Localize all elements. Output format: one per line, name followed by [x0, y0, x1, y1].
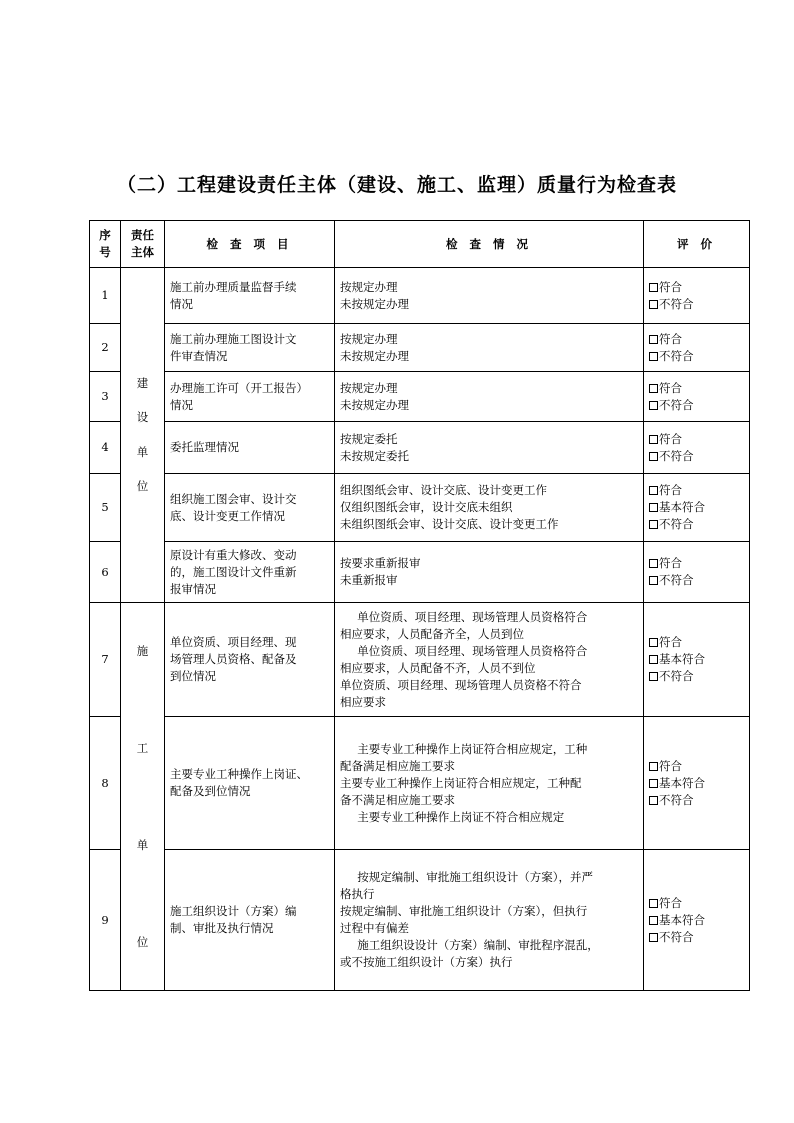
check-item	[165, 717, 335, 850]
checkbox-icon[interactable]	[649, 796, 658, 805]
check-item-line: 原设计有重大修改、变动	[170, 547, 297, 562]
evaluation	[644, 717, 750, 850]
evaluation-option-label: 不符合	[659, 669, 694, 683]
check-item-line: 到位情况	[170, 669, 216, 683]
subject-char: 单	[136, 444, 149, 459]
checkbox-icon[interactable]	[649, 283, 658, 292]
checkbox-icon[interactable]	[649, 300, 658, 309]
check-status-line: 过程中有偏差	[340, 921, 409, 935]
checkbox-icon[interactable]	[649, 452, 658, 461]
subject-char: 施	[136, 643, 149, 658]
evaluation-option-label: 不符合	[659, 929, 694, 944]
check-status-line: 单位资质、项目经理、现场管理人员资格符合	[357, 643, 588, 658]
evaluation	[644, 324, 750, 372]
table-row	[90, 324, 750, 372]
subject-char: 位	[136, 934, 149, 949]
evaluation-option-label: 符合	[659, 556, 682, 570]
checkbox-icon[interactable]	[649, 503, 658, 512]
check-item	[165, 372, 335, 422]
check-item-line: 施工组织设计（方案）编	[170, 904, 297, 918]
evaluation-option[interactable]	[649, 448, 744, 465]
check-status-line: 按要求重新报审	[340, 556, 421, 570]
checkbox-icon[interactable]	[649, 401, 658, 410]
check-item-line: 办理施工许可（开工报告）	[170, 380, 308, 395]
check-item-line: 委托监理情况	[170, 440, 239, 454]
evaluation-option[interactable]	[649, 348, 744, 365]
row-number: 4	[90, 422, 121, 474]
checkbox-icon[interactable]	[649, 352, 658, 361]
checkbox-icon[interactable]	[649, 916, 658, 925]
check-item	[165, 324, 335, 372]
evaluation-option[interactable]	[649, 792, 744, 809]
evaluation-option-label: 符合	[659, 380, 682, 395]
check-status-line: 或不按施工组织设计（方案）执行	[340, 955, 513, 969]
evaluation-option[interactable]	[649, 380, 744, 397]
checkbox-icon[interactable]	[649, 520, 658, 529]
check-status-line: 按规定编制、审批施工组织设计（方案），并严	[357, 870, 593, 884]
evaluation-option-label: 符合	[659, 895, 682, 910]
evaluation-option-label: 基本符合	[659, 652, 705, 666]
check-status-line: 施工组织设设计（方案）编制、审批程序混乱，	[357, 938, 599, 952]
evaluation-option[interactable]	[649, 499, 744, 516]
evaluation-option-label: 不符合	[659, 348, 694, 363]
evaluation-option-label: 符合	[659, 279, 682, 294]
check-item	[165, 603, 335, 717]
check-status-line: 未按规定办理	[340, 397, 409, 412]
page-title: （二）工程建设责任主体（建设、施工、监理）质量行为检查表	[116, 174, 677, 196]
header-seq: 序 号	[90, 221, 121, 268]
check-status-line: 配备满足相应施工要求	[340, 758, 455, 773]
check-status-line: 格执行	[340, 887, 375, 901]
table-row	[90, 850, 750, 991]
evaluation	[644, 268, 750, 324]
check-status	[335, 268, 644, 324]
check-status-line: 相应要求，人员配备齐全，人员到位	[340, 626, 524, 641]
evaluation-option-label: 不符合	[659, 448, 694, 463]
table-row	[90, 422, 750, 474]
checkbox-icon[interactable]	[649, 638, 658, 647]
check-status-line: 主要专业工种操作上岗证符合相应规定，工种	[357, 741, 588, 756]
checkbox-icon[interactable]	[649, 933, 658, 942]
check-status-line: 相应要求，人员配备不齐，人员不到位	[340, 660, 536, 675]
checkbox-icon[interactable]	[649, 435, 658, 444]
check-status-line: 按规定委托	[340, 431, 398, 446]
checkbox-icon[interactable]	[649, 559, 658, 568]
checkbox-icon[interactable]	[649, 576, 658, 585]
table-row	[90, 717, 750, 850]
check-item-line: 的，施工图设计文件重新	[170, 564, 297, 579]
check-status	[335, 422, 644, 474]
evaluation-option[interactable]	[649, 516, 744, 533]
evaluation-option-label: 不符合	[659, 397, 694, 412]
check-status	[335, 603, 644, 717]
evaluation-option[interactable]	[649, 758, 744, 775]
subject-char: 工	[136, 740, 149, 755]
header-status: 检 查 情 况	[335, 221, 644, 268]
evaluation-option[interactable]	[649, 895, 744, 912]
subject-char: 设	[136, 410, 149, 425]
inspection-table	[89, 220, 750, 991]
check-status-line: 未按规定委托	[340, 448, 409, 463]
check-status-line: 按规定办理	[340, 380, 398, 395]
check-item-line: 单位资质、项目经理、现	[170, 635, 297, 649]
row-number: 9	[90, 850, 121, 991]
check-status-line: 按规定编制、审批施工组织设计（方案），但执行	[340, 904, 588, 918]
check-item	[165, 268, 335, 324]
check-status	[335, 324, 644, 372]
check-item-line: 件审查情况	[170, 348, 228, 363]
row-number: 5	[90, 474, 121, 542]
evaluation-option-label: 基本符合	[659, 912, 705, 927]
check-status-line: 组织图纸会审、设计交底、设计变更工作	[340, 483, 547, 497]
subject-construction-unit	[121, 268, 165, 603]
check-status	[335, 372, 644, 422]
table-row	[90, 372, 750, 422]
checkbox-icon[interactable]	[649, 655, 658, 664]
table-row	[90, 268, 750, 324]
check-status-line: 未组织图纸会审、设计交底、设计变更工作	[340, 517, 559, 531]
checkbox-icon[interactable]	[649, 486, 658, 495]
subject-char: 单	[136, 837, 149, 852]
check-status-line: 仅组织图纸会审，设计交底未组织	[340, 500, 513, 514]
header-subject: 责任 主体	[121, 221, 165, 268]
table-row	[90, 603, 750, 717]
check-status-line: 未按规定办理	[340, 348, 409, 363]
evaluation	[644, 542, 750, 603]
check-item-line: 配备及到位情况	[170, 784, 251, 798]
subject-char: 建	[136, 376, 149, 390]
evaluation-option[interactable]	[649, 482, 744, 499]
evaluation-option[interactable]	[649, 279, 744, 296]
row-number: 8	[90, 717, 121, 850]
header-item: 检 查 项 目	[165, 221, 335, 268]
check-status	[335, 474, 644, 542]
evaluation-option-label: 不符合	[659, 573, 694, 587]
check-status	[335, 850, 644, 991]
check-item-line: 底、设计变更工作情况	[170, 508, 285, 523]
check-item-line: 施工前办理施工图设计文	[170, 331, 297, 346]
evaluation-option[interactable]	[649, 634, 744, 651]
check-status	[335, 717, 644, 850]
check-item	[165, 474, 335, 542]
check-status-line: 按规定办理	[340, 331, 398, 346]
evaluation	[644, 372, 750, 422]
header-eval: 评 价	[644, 221, 750, 268]
check-status-line: 单位资质、项目经理、现场管理人员资格符合	[357, 609, 588, 624]
check-status-line: 按规定办理	[340, 279, 398, 294]
evaluation-option[interactable]	[649, 912, 744, 929]
evaluation-option[interactable]	[649, 668, 744, 685]
evaluation-option-label: 符合	[659, 431, 682, 446]
evaluation-option-label: 符合	[659, 635, 682, 649]
evaluation	[644, 474, 750, 542]
check-status-line: 主要专业工种操作上岗证符合相应规定，工种配	[340, 775, 582, 790]
check-item	[165, 422, 335, 474]
evaluation	[644, 603, 750, 717]
evaluation-option[interactable]	[649, 296, 744, 313]
row-number: 3	[90, 372, 121, 422]
check-status-line: 未重新报审	[340, 573, 398, 587]
check-status	[335, 542, 644, 603]
check-status-line: 主要专业工种操作上岗证不符合相应规定	[357, 809, 565, 824]
check-status-line: 备不满足相应施工要求	[340, 792, 455, 807]
check-item	[165, 850, 335, 991]
header-row	[90, 221, 750, 268]
table-row	[90, 474, 750, 542]
evaluation	[644, 422, 750, 474]
subject-char: 位	[136, 478, 149, 493]
check-item	[165, 542, 335, 603]
check-item-line: 制、审批及执行情况	[170, 921, 274, 935]
evaluation-option[interactable]	[649, 929, 744, 946]
row-number: 2	[90, 324, 121, 372]
check-item-line: 情况	[170, 296, 193, 311]
evaluation-option[interactable]	[649, 555, 744, 572]
row-number: 1	[90, 268, 121, 324]
evaluation-option[interactable]	[649, 775, 744, 792]
evaluation-option[interactable]	[649, 331, 744, 348]
evaluation-option[interactable]	[649, 397, 744, 414]
checkbox-icon[interactable]	[649, 672, 658, 681]
check-status-line: 未按规定办理	[340, 296, 409, 311]
evaluation-option[interactable]	[649, 431, 744, 448]
evaluation-option-label: 不符合	[659, 517, 694, 531]
evaluation-option-label: 不符合	[659, 296, 694, 311]
row-number: 7	[90, 603, 121, 717]
evaluation-option[interactable]	[649, 651, 744, 668]
checkbox-icon[interactable]	[649, 335, 658, 344]
checkbox-icon[interactable]	[649, 899, 658, 908]
check-status-line: 单位资质、项目经理、现场管理人员资格不符合	[340, 677, 582, 692]
evaluation-option-label: 符合	[659, 331, 682, 346]
checkbox-icon[interactable]	[649, 384, 658, 393]
check-item-line: 施工前办理质量监督手续	[170, 279, 297, 294]
evaluation	[644, 850, 750, 991]
evaluation-option-label: 符合	[659, 758, 682, 773]
check-status-line: 相应要求	[340, 694, 386, 709]
evaluation-option-label: 符合	[659, 483, 682, 497]
evaluation-option-label: 基本符合	[659, 500, 705, 514]
check-item-line: 组织施工图会审、设计交	[170, 491, 297, 506]
evaluation-option-label: 基本符合	[659, 775, 705, 790]
check-item-line: 报审情况	[170, 581, 216, 596]
check-item-line: 主要专业工种操作上岗证、	[170, 767, 308, 781]
checkbox-icon[interactable]	[649, 779, 658, 788]
check-item-line: 情况	[170, 397, 193, 412]
check-item-line: 场管理人员资格、配备及	[170, 652, 297, 666]
checkbox-icon[interactable]	[649, 762, 658, 771]
row-number: 6	[90, 542, 121, 603]
evaluation-option-label: 不符合	[659, 792, 694, 807]
evaluation-option[interactable]	[649, 572, 744, 589]
subject-contractor-unit	[121, 603, 165, 991]
table-row	[90, 542, 750, 603]
